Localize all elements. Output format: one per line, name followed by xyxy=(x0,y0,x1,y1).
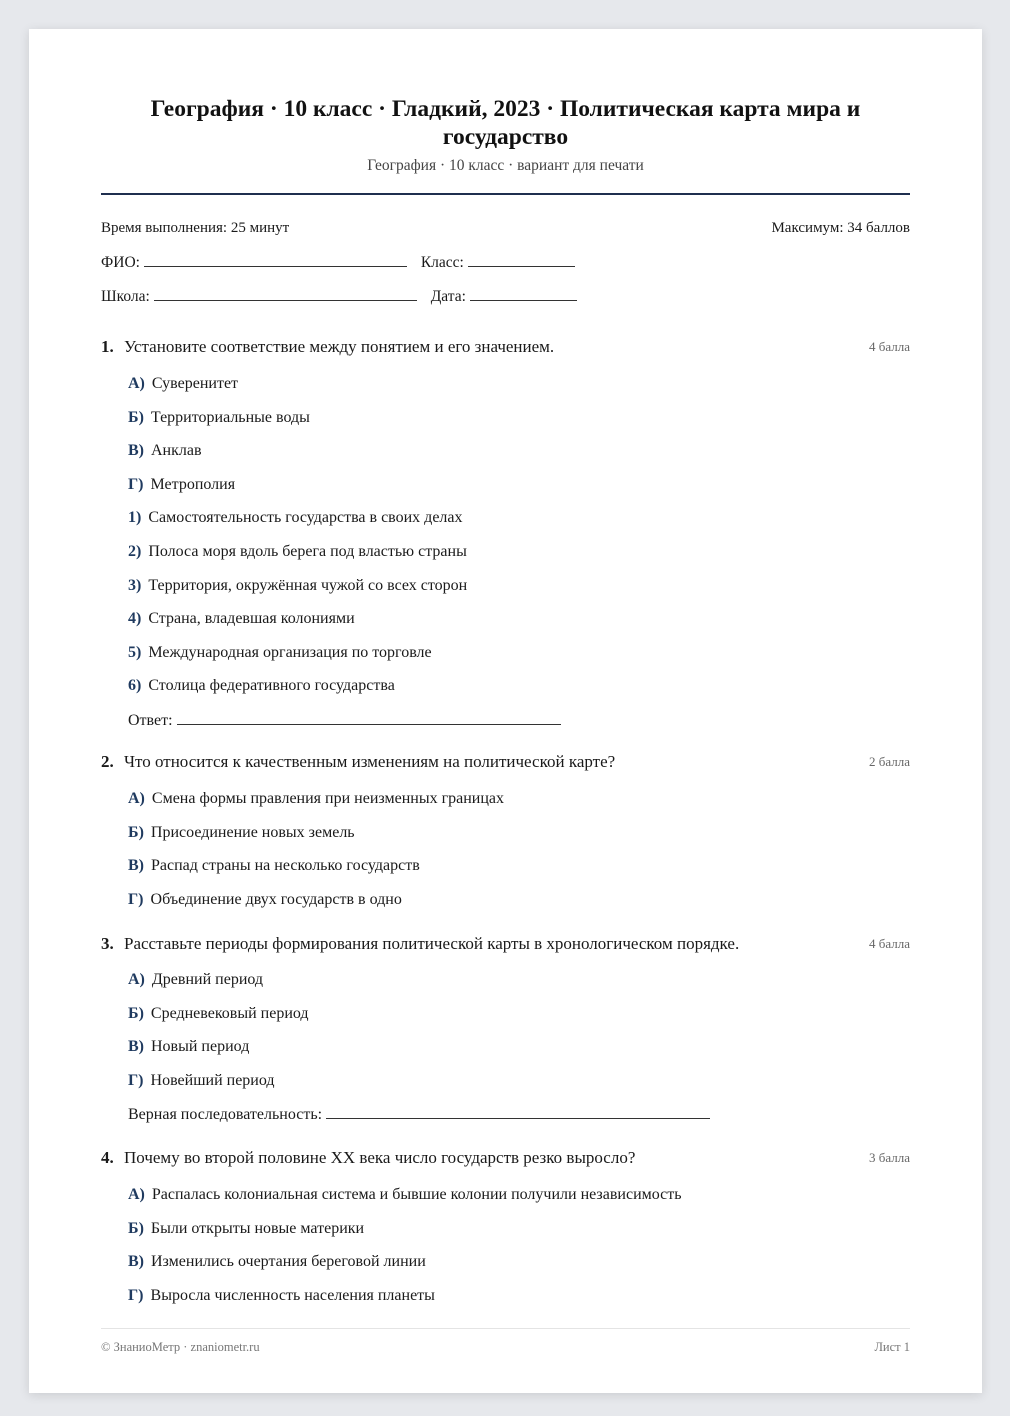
footer-divider xyxy=(101,1328,910,1329)
option-key: В) xyxy=(128,1038,144,1056)
max-score: Максимум: 34 баллов xyxy=(771,220,910,236)
question-4 xyxy=(101,1148,910,1319)
option-item xyxy=(128,508,910,542)
footer-copyright: © ЗнаниоМетр · znaniometr.ru xyxy=(101,1340,260,1354)
option-text: Территориальные воды xyxy=(150,408,310,426)
option-text: Распад страны на несколько государств xyxy=(151,857,420,875)
answer-row xyxy=(128,710,910,732)
option-key: В) xyxy=(128,857,144,875)
option-item xyxy=(128,676,910,710)
student-fields-row-1 xyxy=(101,252,575,272)
answer-field[interactable] xyxy=(326,1104,710,1119)
question-1 xyxy=(101,337,910,732)
option-text: Новый период xyxy=(151,1038,250,1056)
option-text: Метрополия xyxy=(150,475,236,493)
option-item[interactable] xyxy=(128,890,910,924)
option-item xyxy=(128,475,910,509)
question-points: 4 балла xyxy=(869,339,910,354)
option-item xyxy=(128,1071,910,1105)
option-item[interactable] xyxy=(128,856,910,890)
option-text: Распалась колониальная система и бывшие колонии получили независимость xyxy=(151,1186,682,1203)
page-footer xyxy=(101,1340,910,1355)
option-key: 3) xyxy=(128,576,142,594)
question-text: Установите соответствие между понятием и его значением. xyxy=(124,337,555,356)
question-number: 1. xyxy=(101,337,114,356)
page-number: Лист 1 xyxy=(874,1340,910,1354)
option-item xyxy=(128,970,910,1004)
option-item[interactable] xyxy=(128,1286,910,1320)
question-header xyxy=(101,752,910,774)
option-item xyxy=(128,1037,910,1071)
question-header xyxy=(101,337,910,359)
option-key: А) xyxy=(128,375,145,392)
option-key: Б) xyxy=(128,823,144,841)
option-item xyxy=(128,643,910,677)
date-label: Дата: xyxy=(430,288,466,305)
question-text: Расставьте периоды формирования политической карты в хронологическом порядке. xyxy=(124,934,740,953)
header-divider xyxy=(101,193,910,195)
option-item[interactable] xyxy=(128,823,910,857)
option-text: Полоса моря вдоль берега под властью страны xyxy=(148,542,467,560)
question-header xyxy=(101,1148,910,1170)
option-text: Суверенитет xyxy=(151,375,239,392)
option-item xyxy=(128,609,910,643)
fio-field[interactable] xyxy=(144,252,407,267)
fio-label: ФИО: xyxy=(101,254,140,271)
option-text: Древний период xyxy=(151,971,264,988)
question-number: 4. xyxy=(101,1148,114,1167)
option-key: В) xyxy=(128,442,144,460)
option-item xyxy=(128,441,910,475)
option-text: Анклав xyxy=(151,442,202,460)
option-text: Смена формы правления при неизменных границах xyxy=(151,790,505,807)
question-3 xyxy=(101,934,910,1126)
option-key: Б) xyxy=(128,408,144,426)
question-number: 2. xyxy=(101,752,114,771)
option-text: Территория, окружённая чужой со всех сторон xyxy=(148,576,468,594)
option-item[interactable] xyxy=(128,1185,910,1219)
option-key: Б) xyxy=(128,1004,144,1022)
option-key: Б) xyxy=(128,1219,144,1237)
option-key: 5) xyxy=(128,643,142,661)
question-points: 4 балла xyxy=(869,936,910,951)
answer-label: Верная последовательность: xyxy=(128,1106,323,1124)
option-key: А) xyxy=(128,790,145,807)
answer-label: Ответ: xyxy=(128,711,173,729)
time-limit: Время выполнения: 25 минут xyxy=(101,220,290,236)
option-text: Изменились очертания береговой линии xyxy=(151,1253,426,1271)
option-key: Г) xyxy=(128,475,144,493)
class-field[interactable] xyxy=(468,252,575,267)
option-text: Средневековый период xyxy=(150,1004,309,1022)
school-field[interactable] xyxy=(154,286,417,301)
page-title: География · 10 класс · Гладкий, 2023 · Политическая карта мира и государство xyxy=(150,96,861,150)
question-number: 3. xyxy=(101,934,114,953)
question-2 xyxy=(101,752,910,923)
question-points: 3 балла xyxy=(869,1150,910,1165)
option-item xyxy=(128,1004,910,1038)
option-item[interactable] xyxy=(128,1252,910,1286)
question-points: 2 балла xyxy=(869,754,910,769)
option-item xyxy=(128,374,910,408)
option-text: Выросла численность населения планеты xyxy=(150,1286,435,1304)
option-key: Г) xyxy=(128,1286,144,1304)
question-text: Почему во второй половине XX века число государств резко выросло? xyxy=(124,1148,636,1167)
option-key: А) xyxy=(128,1186,145,1203)
question-text: Что относится к качественным изменениям на политической карте? xyxy=(124,752,616,771)
option-text: Самостоятельность государства в своих делах xyxy=(148,509,463,527)
option-item xyxy=(128,542,910,576)
option-key: 6) xyxy=(128,677,142,695)
student-fields-row-2 xyxy=(101,286,577,306)
option-key: Г) xyxy=(128,1071,144,1089)
page-subtitle: География · 10 класс · вариант для печати xyxy=(367,157,644,174)
question-header xyxy=(101,934,910,956)
option-text: Страна, владевшая колониями xyxy=(148,610,355,628)
option-text: Были открыты новые материки xyxy=(150,1219,365,1237)
school-label: Школа: xyxy=(101,288,150,305)
option-item[interactable] xyxy=(128,1219,910,1253)
option-key: В) xyxy=(128,1253,144,1271)
option-key: 4) xyxy=(128,610,142,628)
option-key: Г) xyxy=(128,890,144,908)
option-key: 2) xyxy=(128,542,142,560)
option-text: Международная организация по торговле xyxy=(148,643,432,661)
option-text: Столица федеративного государства xyxy=(148,677,395,695)
option-text: Объединение двух государств в одно xyxy=(150,890,402,908)
option-text: Новейший период xyxy=(150,1071,275,1089)
option-text: Присоединение новых земель xyxy=(150,823,355,841)
option-key: А) xyxy=(128,971,145,988)
answer-field[interactable] xyxy=(177,710,561,725)
option-item xyxy=(128,576,910,610)
option-key: 1) xyxy=(128,509,142,527)
answer-row xyxy=(128,1104,910,1126)
option-item[interactable] xyxy=(128,789,910,823)
class-label: Класс: xyxy=(420,254,464,271)
worksheet-page xyxy=(29,29,982,1393)
option-item xyxy=(128,408,910,442)
date-field[interactable] xyxy=(470,286,577,301)
